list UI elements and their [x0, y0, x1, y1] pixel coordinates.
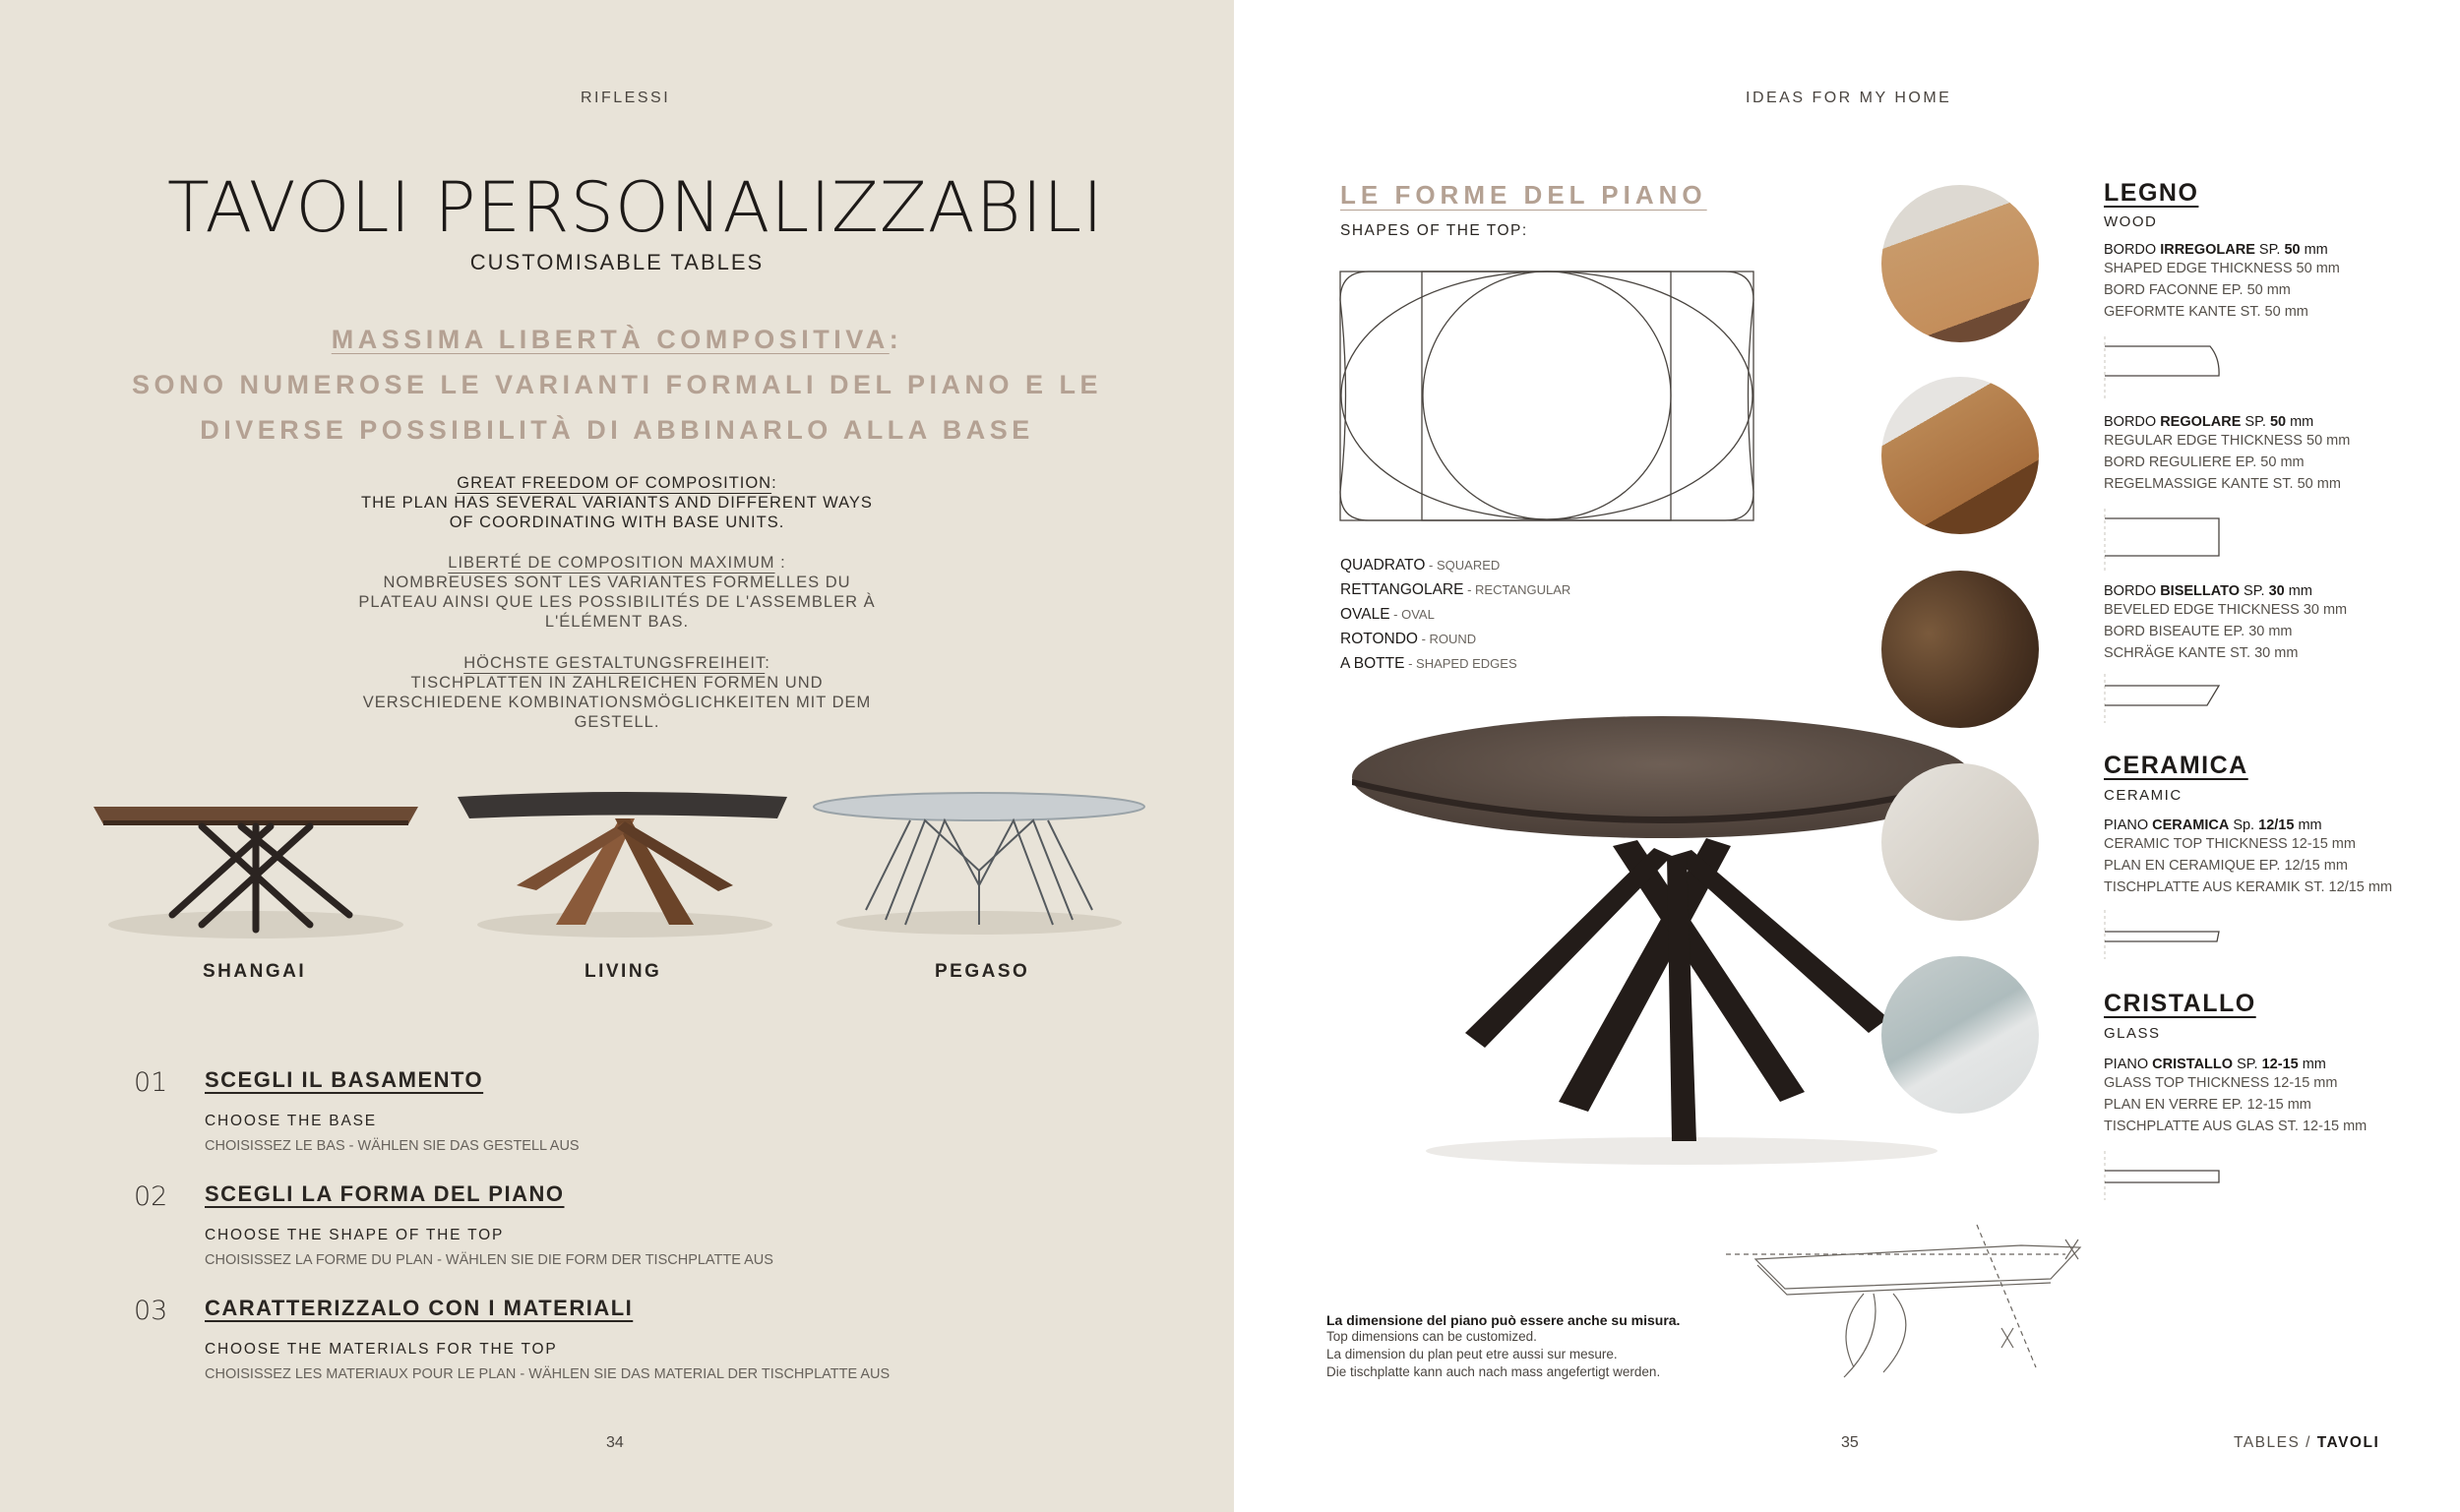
fr-line-2: PLATEAU AINSI QUE LES POSSIBILITÉS DE L'ASSEMBLER À — [358, 593, 876, 611]
spec-unit: mm — [2294, 817, 2322, 833]
spec-unit: mm — [2286, 414, 2314, 430]
spec-type: BISELLATO — [2160, 583, 2241, 599]
accent-line-3: DIVERSE POSSIBILITÀ DI ABBINARLO ALLA BASE — [200, 415, 1034, 445]
note-line: La dimension du plan peut etre aussi sur mesure. — [1326, 1347, 1618, 1361]
spec-value: 30 — [2268, 583, 2285, 599]
shape-translation: ROUND — [1429, 632, 1477, 646]
spec-prefix: PIANO — [2104, 817, 2153, 833]
shape-translation: SHAPED EDGES — [1416, 656, 1517, 671]
shape-name: OVALE — [1340, 606, 1390, 623]
note-line: Die tischplatte kann auch nach mass angefertigt werden. — [1326, 1364, 1661, 1379]
spec-sp: SP. — [2241, 414, 2270, 430]
de-line-1: TISCHPLATTEN IN ZAHLREICHEN FORMEN UND — [410, 674, 824, 692]
ceramic-swatch — [1881, 763, 2039, 921]
french-text-block — [0, 553, 1234, 632]
shangai-table-image — [84, 777, 428, 944]
material-sub-wood: WOOD — [2104, 213, 2158, 230]
german-text-block — [0, 653, 1234, 732]
spec-line: BORD FACONNE EP. 50 mm — [2104, 282, 2291, 298]
step-english: CHOOSE THE MATERIALS FOR THE TOP — [205, 1341, 558, 1358]
accent-line-1-underlined: MASSIMA LIBERTÀ COMPOSITIVA — [331, 325, 890, 354]
spec-unit: mm — [2284, 583, 2312, 599]
spec-line: TISCHPLATTE AUS KERAMIK ST. 12/15 mm — [2104, 879, 2393, 895]
step-multilang: CHOISISSEZ LES MATERIAUX POUR LE PLAN - WÄHLEN SIE DAS MATERIAL DER TISCHPLATTE AUS — [205, 1366, 891, 1382]
accent-headline — [0, 317, 1234, 453]
shape-name: QUADRATO — [1340, 557, 1426, 574]
material-title-wood: LEGNO — [2104, 179, 2199, 207]
step-multilang: CHOISISSEZ LE BAS - WÄHLEN SIE DAS GESTELL AUS — [205, 1138, 580, 1154]
custom-size-sketch — [1726, 1220, 2120, 1387]
en-heading: GREAT FREEDOM OF COMPOSITION — [457, 474, 772, 492]
spec-type: CRISTALLO — [2152, 1057, 2234, 1072]
product-label-living: LIVING — [584, 961, 662, 982]
spec-prefix: BORDO — [2104, 414, 2161, 430]
de-heading: HÖCHSTE GESTALTUNGSFREIHEIT — [463, 654, 766, 672]
spec-unit: mm — [2298, 1057, 2326, 1072]
section-footer — [2234, 1434, 2379, 1452]
en-heading-tail: : — [771, 474, 777, 492]
shape-translation: OVAL — [1401, 607, 1435, 622]
material-sub-glass: GLASS — [2104, 1025, 2161, 1042]
step-number: 02 — [134, 1181, 168, 1212]
irregular-edge-profile-icon — [2104, 336, 2242, 399]
material-title-glass: CRISTALLO — [2104, 990, 2256, 1017]
step-english: CHOOSE THE SHAPE OF THE TOP — [205, 1227, 505, 1243]
footer-section-it: TAVOLI — [2316, 1434, 2380, 1451]
shape-shaped-edges: A BOTTE - SHAPED EDGES — [1340, 655, 1517, 672]
spec-prefix: BORDO — [2104, 583, 2161, 599]
material-sub-ceramic: CERAMIC — [2104, 787, 2183, 804]
de-line-2: VERSCHIEDENE KOMBINATIONSMÖGLICHKEITEN MIT DEM — [362, 694, 872, 711]
spec-line: SCHRÄGE KANTE ST. 30 mm — [2104, 645, 2299, 661]
shape-round: ROTONDO - ROUND — [1340, 631, 1477, 647]
spec-type: CERAMICA — [2152, 817, 2230, 833]
spec-line: GLASS TOP THICKNESS 12-15 mm — [2104, 1075, 2338, 1091]
spec-line: SHAPED EDGE THICKNESS 50 mm — [2104, 261, 2340, 276]
spec-type: REGOLARE — [2160, 414, 2242, 430]
step-title: SCEGLI IL BASAMENTO — [205, 1067, 484, 1092]
note-line: Top dimensions can be customized. — [1326, 1329, 1537, 1344]
step-number: 01 — [134, 1067, 168, 1098]
footer-section-en: TABLES — [2234, 1434, 2301, 1451]
spec-value: 12/15 — [2258, 817, 2295, 833]
shape-translation: RECTANGULAR — [1475, 582, 1571, 597]
fr-heading: LIBERTÉ DE COMPOSITION MAXIMUM — [448, 554, 775, 572]
step-title: CARATTERIZZALO CON I MATERIALI — [205, 1296, 634, 1320]
english-text-block — [0, 473, 1234, 532]
shapes-of-top-diagram — [1339, 271, 1754, 522]
wood-beveled-edge-swatch — [1881, 571, 2039, 728]
spec-line: REGELMASSIGE KANTE ST. 50 mm — [2104, 476, 2341, 492]
step-english: CHOOSE THE BASE — [205, 1113, 377, 1129]
glass-profile-icon — [2104, 1151, 2242, 1200]
accent-line-2: SONO NUMEROSE LE VARIANTI FORMALI DEL PIANO E LE — [131, 370, 1103, 399]
spec-irregular-edge — [2104, 242, 2340, 323]
note-bold: La dimensione del piano può essere anche su misura. — [1326, 1312, 1681, 1328]
spec-line: CERAMIC TOP THICKNESS 12-15 mm — [2104, 836, 2356, 852]
spec-sp: SP. — [2254, 242, 2285, 258]
spec-line: PLAN EN VERRE EP. 12-15 mm — [2104, 1097, 2311, 1113]
fr-line-1: NOMBREUSES SONT LES VARIANTES FORMELLES DU — [383, 574, 851, 591]
page-number-left: 34 — [606, 1434, 624, 1451]
spec-unit: mm — [2300, 242, 2328, 258]
shapes-subtitle: SHAPES OF THE TOP: — [1340, 222, 1528, 239]
wood-irregular-edge-swatch — [1881, 185, 2039, 342]
spec-value: 12-15 — [2261, 1057, 2299, 1072]
spec-sp: Sp. — [2229, 817, 2259, 833]
pegaso-table-image — [807, 777, 1151, 944]
regular-edge-profile-icon — [2104, 509, 2242, 572]
footer-separator: / — [2306, 1434, 2311, 1451]
step-multilang: CHOISISSEZ LA FORME DU PLAN - WÄHLEN SIE DIE FORM DER TISCHPLATTE AUS — [205, 1252, 773, 1268]
en-line-2: OF COORDINATING WITH BASE UNITS. — [449, 514, 785, 531]
running-head-right: IDEAS FOR MY HOME — [1746, 90, 1952, 106]
spec-line: BORD BISEAUTE EP. 30 mm — [2104, 624, 2293, 639]
spec-regular-edge — [2104, 414, 2350, 495]
shape-rectangular: RETTANGOLARE - RECTANGULAR — [1340, 581, 1571, 598]
shape-name: A BOTTE — [1340, 655, 1405, 672]
spec-prefix: PIANO — [2104, 1057, 2153, 1072]
shape-name: RETTANGOLARE — [1340, 581, 1464, 598]
spec-value: 50 — [2284, 242, 2301, 258]
spec-glass — [2104, 1057, 2367, 1137]
shape-translation: SQUARED — [1436, 558, 1501, 573]
spec-line: BORD REGULIERE EP. 50 mm — [2104, 454, 2305, 470]
spec-line: REGULAR EDGE THICKNESS 50 mm — [2104, 433, 2351, 449]
custom-size-note — [1326, 1312, 1680, 1381]
spec-line: BEVELED EDGE THICKNESS 30 mm — [2104, 602, 2348, 618]
shape-name: ROTONDO — [1340, 631, 1418, 647]
shape-oval: OVALE - OVAL — [1340, 606, 1435, 623]
ceramic-profile-icon — [2104, 910, 2242, 959]
fr-line-3: L'ÉLÉMENT BAS. — [544, 613, 690, 631]
running-head-left: RIFLESSI — [581, 90, 671, 106]
spec-type: IRREGOLARE — [2160, 242, 2255, 258]
spec-beveled-edge — [2104, 583, 2347, 664]
de-line-3: GESTELL. — [574, 713, 660, 731]
accent-line-1-tail: : — [889, 325, 903, 354]
page-number-right: 35 — [1841, 1434, 1859, 1451]
product-label-shangai: SHANGAI — [203, 961, 307, 982]
beveled-edge-profile-icon — [2104, 674, 2242, 723]
en-line-1: THE PLAN HAS SEVERAL VARIANTS AND DIFFERENT WAYS — [361, 494, 873, 512]
fr-heading-tail: : — [774, 554, 786, 572]
wood-regular-edge-swatch — [1881, 377, 2039, 534]
spec-sp: SP. — [2233, 1057, 2262, 1072]
page-subtitle — [0, 250, 1234, 275]
step-title: SCEGLI LA FORMA DEL PIANO — [205, 1181, 565, 1206]
page-subtitle-text: CUSTOMISABLE TABLES — [469, 250, 765, 274]
material-title-ceramic: CERAMICA — [2104, 752, 2248, 779]
shape-squared: QUADRATO - SQUARED — [1340, 557, 1501, 574]
shapes-title: LE FORME DEL PIANO — [1340, 180, 1707, 210]
spec-value: 50 — [2269, 414, 2287, 430]
page-title: TAVOLI PERSONALIZZABILI — [167, 167, 1104, 248]
right-page — [1234, 0, 2460, 1512]
living-table-image — [448, 767, 797, 944]
spec-line: GEFORMTE KANTE ST. 50 mm — [2104, 304, 2308, 320]
product-label-pegaso: PEGASO — [935, 961, 1030, 982]
de-heading-tail: : — [765, 654, 770, 672]
spec-prefix: BORDO — [2104, 242, 2161, 258]
step-number: 03 — [134, 1296, 168, 1326]
spec-sp: SP. — [2240, 583, 2269, 599]
spec-line: PLAN EN CERAMIQUE EP. 12/15 mm — [2104, 858, 2348, 874]
glass-swatch — [1881, 956, 2039, 1114]
spec-line: TISCHPLATTE AUS GLAS ST. 12-15 mm — [2104, 1119, 2368, 1134]
spec-ceramic — [2104, 817, 2392, 898]
shapes-legend — [1340, 553, 1570, 676]
